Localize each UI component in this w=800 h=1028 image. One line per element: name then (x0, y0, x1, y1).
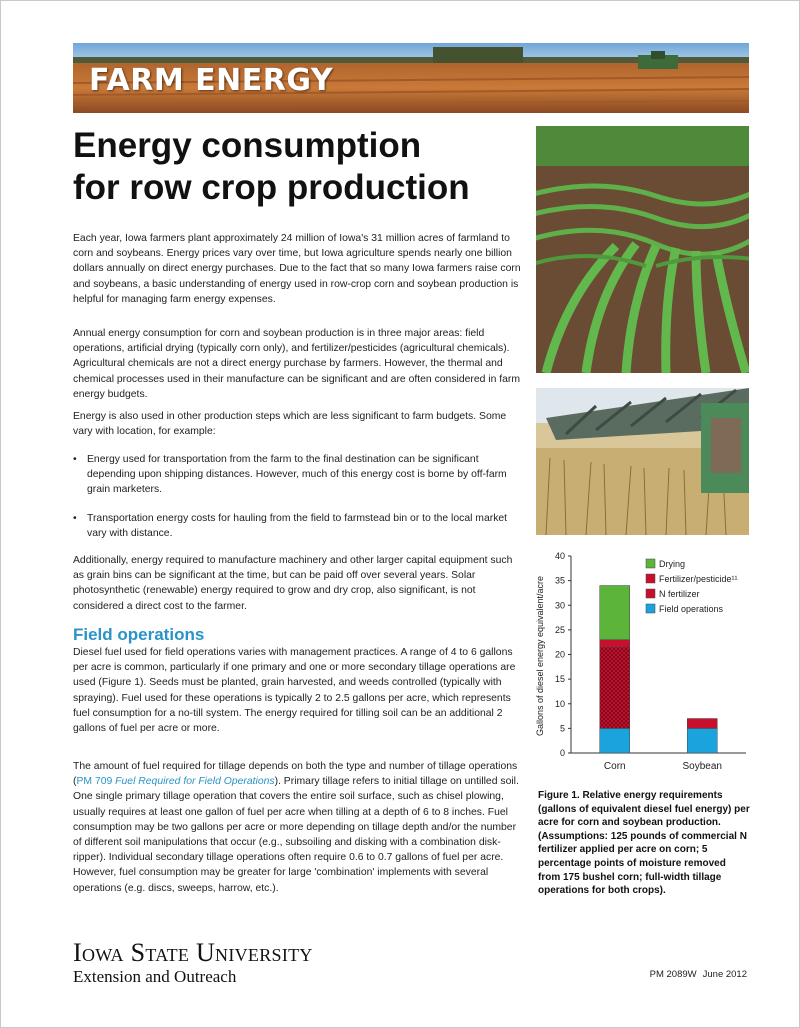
paragraph-machinery: Additionally, energy required to manufacture machinery and other larger capital equipment such as grain bins can be significant at the time, but can be paid off over several years. Solar photosynthetic (renewable) energy required to grow and dry crop, also significant, is not considered a direct cost to the farmer. (73, 555, 513, 612)
legend-label-n-fertilizer: N fertilizer (659, 589, 700, 599)
y-tick-label: 30 (554, 600, 565, 611)
isu-logo (73, 939, 313, 987)
bar-segment-drying-corn (600, 586, 630, 640)
y-tick-label: 5 (559, 723, 565, 734)
bar-segment-n-fertilizer-corn (600, 647, 630, 728)
y-tick-label: 15 (554, 674, 565, 685)
paragraph-consumption-areas: Annual energy consumption for corn and soybean production is in three major areas: field operations, artificial drying (typically corn only), and fertilizer/pesticides (agricultural chemicals). Agricultural chemicals are not a direct energy purchase by farmers. However, the thermal and chemical processes used in their manufacture can be significant and are often considered in farm energy budgets. (73, 328, 521, 400)
page-title (73, 125, 523, 209)
legend-label-field-operations: Field operations (659, 604, 724, 614)
figure-caption: Figure 1. Relative energy requirements (gallons of equivalent diesel fuel energy) per acre for corn and soybean production. (Assumptions: 125 pounds of commercial N fertilizer applied per acre on corn; 5 percentage points of moisture removed from 175 bushel corn; full-width tillage operations for both crops). (538, 790, 750, 897)
publication-id (644, 969, 747, 980)
y-tick-label: 40 (554, 551, 565, 561)
tillage-text-end: ). Primary tillage refers to initial tillage on untilled soil. One single primary tillage operation that covers the entire soil surface, such as chisel plowing, usually requires at least one gallon of fuel per acre when tilling at a depth of 6 to 8 inches. Fuel consumption may be two gallons per acre or more depending on tillage depth and/or the number of different soil manipulations that occur (e.g., subsoiling and disking with a combination disk-ripper). Individual secondary tillage operations often require 0.6 to 0.7 gallons of fuel per acre. However, fuel consumption may be greater for large 'combination' implements with several operations (e.g. discs, sweeps, harrow, etc.). (73, 776, 519, 894)
bar-segment-fertilizer-pesticide-corn (600, 640, 630, 647)
y-tick-label: 10 (554, 698, 565, 709)
title-line-2: for row crop production (73, 168, 470, 207)
bar-segment-field-operations-corn (600, 728, 630, 753)
x-tick-label-corn: Corn (603, 761, 626, 772)
energy-requirements-chart (531, 546, 751, 781)
legend-swatch-n-fertilizer (646, 589, 655, 598)
bar-segment-field-operations-soybean (687, 728, 717, 753)
pm709-link-title: Fuel Required for Field Operations (115, 776, 275, 788)
y-tick-label: 35 (554, 575, 565, 586)
y-tick-label: 0 (559, 748, 565, 758)
combine-harvest-photo (536, 388, 749, 535)
y-tick-label: 25 (554, 624, 565, 635)
paragraph-tillage-fuel (73, 759, 523, 896)
section-heading-field-operations: Field operations (73, 625, 205, 644)
pm709-link[interactable] (76, 776, 274, 787)
tillage-text-start: The amount of fuel required for tillage depends on both the type and number of tillage operations ( (73, 761, 518, 788)
header-banner (73, 43, 749, 113)
banner-title: FARM ENERGY (89, 63, 334, 98)
chart-legend (646, 559, 738, 614)
legend-label-drying: Drying (659, 559, 686, 569)
logo-extension-outreach: Extension and Outreach (73, 967, 237, 986)
legend-swatch-fertilizer-pesticide (646, 574, 655, 583)
pub-date: June 2012 (702, 969, 747, 980)
bullet-transport-destination: • Energy used for transportation from the farm to the final destination can be significant depending upon shipping distances. However, much of this energy cost is borne by off-farm grain marketers. (73, 452, 523, 498)
paragraph-other-steps: Energy is also used in other production steps which are less significant to farm budgets. Some vary with location, for example: (73, 411, 507, 438)
bullet-transport-hauling: • Transportation energy costs for hauling from the field to farmstead bin or to the local market vary with distance. (73, 511, 523, 541)
y-axis-label: Gallons of diesel energy equivalent/acre (535, 575, 545, 737)
paragraph-diesel-fuel: Diesel fuel used for field operations varies with management practices. A range of 4 to 6 gallons per acre is common, particularly if one primary and one or more secondary tillage operations are used (Figure 1). Seeds must be planted, grain harvested, and weeds controlled (typically with spraying). Fuel used for these operations is typically 2 to 2.5 gallons per acre, which represents fuel consumption for a no-till system. The energy required for tilling soil can be an additional 2 gallons of fuel per acre or more. (73, 647, 516, 735)
paragraph-intro: Each year, Iowa farmers plant approximately 24 million of Iowa's 31 million acres of farmland to corn and soybeans. Energy prices vary over time, but Iowa agriculture spends nearly one billion dollars annually on direct energy purchases. Due to the fact that so many Iowa farmers raise corn and soybeans, a basic understanding of energy used in row-crop corn and soybean production is helpful for managing farm energy expenses. (73, 233, 521, 305)
x-tick-label-soybean: Soybean (682, 761, 722, 772)
title-line-1: Energy consumption (73, 126, 422, 165)
legend-swatch-drying (646, 559, 655, 568)
legend-label-fertilizer-pesticide: Fertilizer/pesticide¹¹ (659, 574, 738, 584)
legend-swatch-field-operations (646, 604, 655, 613)
y-tick-label: 20 (554, 649, 565, 660)
logo-university-name: Iowa State University (73, 938, 313, 967)
pub-number: PM 2089W (649, 969, 697, 980)
bar-segment-fertilizer-pesticide-soybean (687, 719, 717, 729)
pm709-link-code: PM 709 (76, 776, 113, 788)
crop-rows-photo (536, 126, 749, 373)
